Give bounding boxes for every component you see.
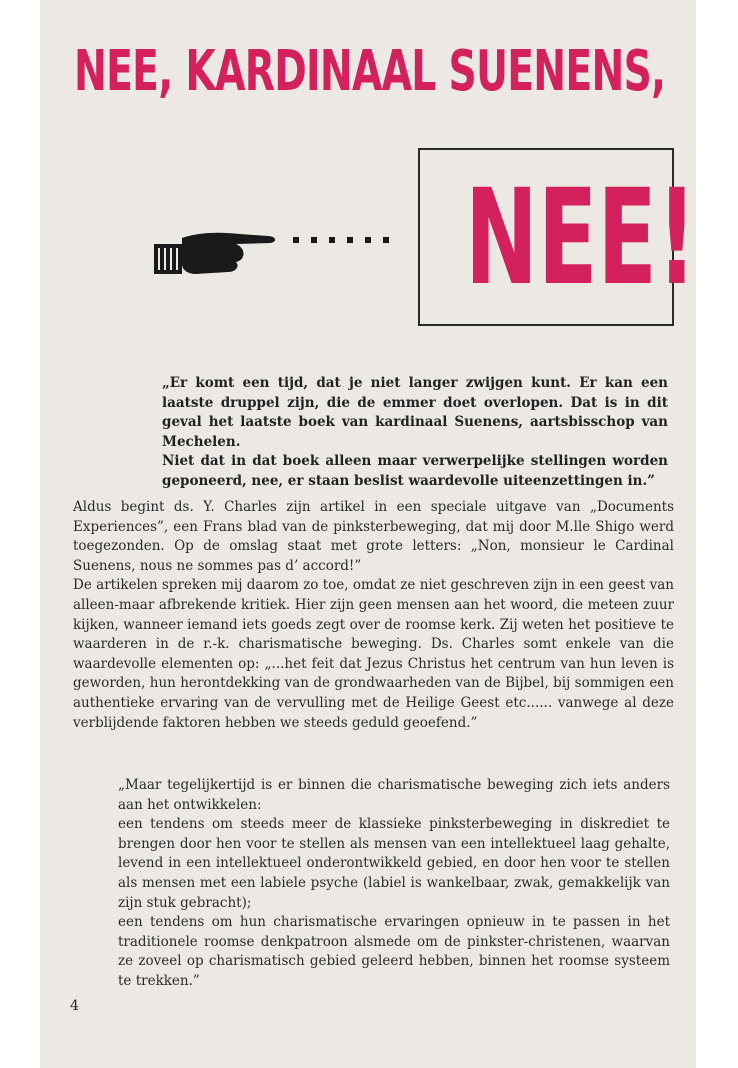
nee-big-text: NEE! — [465, 161, 697, 315]
block-quote — [118, 776, 670, 992]
body-text — [73, 498, 674, 733]
body-paragraph: Aldus begint ds. Y. Charles zijn artikel in een speciale uitgave van „Documents Experiences”, een Frans blad van de pinksterbeweging, dat mij door M.lle Shigo werd toegezonden. Op de omslag staat met grote letters: „Non, monsieur le Cardinal Suenens, nous ne sommes pas d’ accord!” — [73, 499, 674, 574]
body-paragraph: De artikelen spreken mij daarom zo toe, omdat ze niet geschreven zijn in een geest van alleen-maar afbrekende kritiek. Hier zijn geen mensen aan het woord, die meteen zuur kijken, wanneer iemand iets goeds zegt over de roomse kerk. Zij weten het positieve te waarderen in de r.-k. charismatische beweging. Ds. Charles somt enkele van die waardevolle elementen op: „...het feit dat Jezus Christus het centrum van hun leven is geworden, hun herontdekking van de grondwaarheden van de Bijbel, bij sommigen een authentieke ervaring van de vervulling met de Heilige Geest etc...... vanwege al deze verblijdende faktoren hebben we steeds geduld geoefend.” — [73, 577, 674, 731]
pointing-hand-icon — [150, 224, 400, 284]
intro-quote — [162, 374, 668, 491]
headline: NEE, KARDINAAL SUENENS, — [74, 39, 666, 104]
quote-paragraph: „Maar tegelijkertijd is er binnen die charismatische beweging zich iets anders aan het ontwikkelen: — [118, 777, 670, 813]
page-number: 4 — [70, 998, 79, 1014]
intro-paragraph: „Er komt een tijd, dat je niet langer zwijgen kunt. Er kan een laatste druppel zijn, die de emmer doet overlopen. Dat is in dit geval het laatste boek van kardinaal Suenens, aartsbisschop van Mechelen. — [162, 375, 668, 450]
intro-paragraph: Niet dat in dat boek alleen maar verwerpelijke stellingen worden geponeerd, nee, er staan beslist waardevolle uiteenzettingen in.” — [162, 453, 668, 489]
quote-paragraph: een tendens om steeds meer de klassieke pinksterbeweging in diskrediet te brengen door hen voor te stellen als mensen van een intellektueel laag gehalte, levend in een intellektueel onderontwikkeld gebied, en door hen voor te stellen als mensen met een labiele psyche (labiel is wankelbaar, zwak, gemakkelijk van zijn stuk gebracht); — [118, 816, 670, 911]
quote-paragraph: een tendens om hun charismatische ervaringen opnieuw in te passen in het traditionele roomse denkpatroon alsmede om de pinkster-christenen, waarvan ze zoveel op charismatisch gebied geleerd hebben, binnen het roomse systeem te trekken.” — [118, 914, 670, 989]
